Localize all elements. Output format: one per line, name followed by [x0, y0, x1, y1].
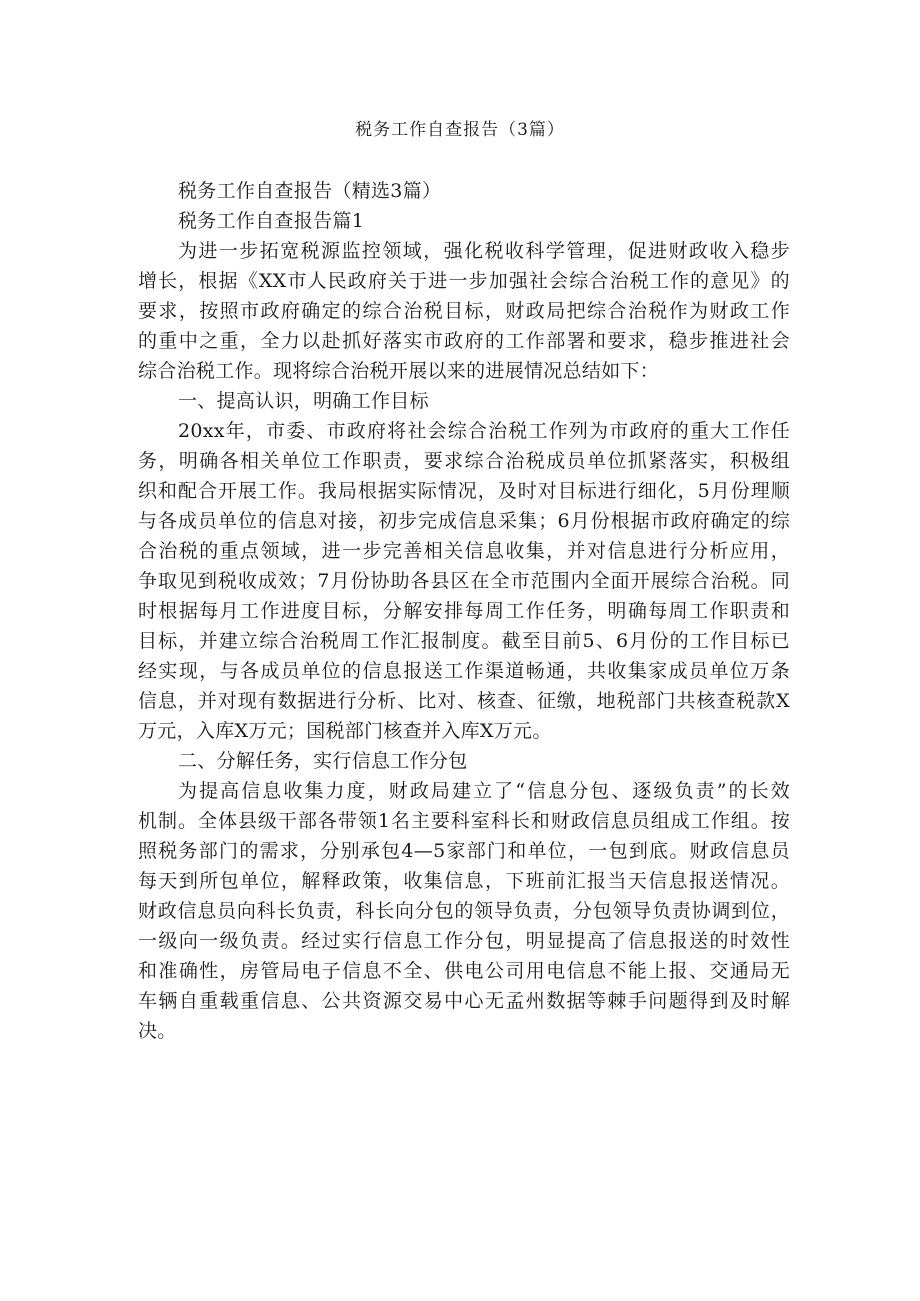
text-line: 为进一步拓宽税源监控领域，强化税收科学管理，促进财政收入稳步 — [178, 240, 790, 262]
text-line: 财政信息员向科长负责，科长向分包的领导负责，分包领导负责协调到位， — [138, 900, 790, 922]
document-title: 税务工作自查报告（3篇） — [355, 120, 565, 140]
text-line: 务，明确各相关单位工作职责，要求综合治税成员单位抓紧落实，积极组 — [138, 450, 790, 472]
text-line: 一、提高认识，明确工作目标 — [178, 390, 429, 412]
text-line: 二、分解任务，实行信息工作分包 — [178, 750, 468, 772]
text-line: 机制。全体县级干部各带领1名主要科室科长和财政信息员组成工作组。按 — [138, 810, 790, 832]
text-line: 每天到所包单位，解释政策，收集信息，下班前汇报当天信息报送情况。 — [138, 870, 790, 892]
text-line: 信息，并对现有数据进行分析、比对、核查、征缴，地税部门共核查税款X — [138, 690, 790, 712]
text-line: 决。 — [138, 1020, 177, 1042]
text-line: 税务工作自查报告篇1 — [178, 210, 365, 232]
text-line: 争取见到税收成效；7月份协助各县区在全市范围内全面开展综合治税。同 — [138, 570, 790, 592]
text-line: 20xx年，市委、市政府将社会综合治税工作列为市政府的重大工作任 — [178, 420, 790, 442]
text-line: 织和配合开展工作。我局根据实际情况，及时对目标进行细化，5月份理顺 — [138, 480, 790, 502]
text-line: 时根据每月工作进度目标，分解安排每周工作任务，明确每周工作职责和 — [138, 600, 790, 622]
text-line: 与各成员单位的信息对接，初步完成信息采集；6月份根据市政府确定的综 — [138, 510, 790, 532]
text-line: 的重中之重，全力以赴抓好落实市政府的工作部署和要求，稳步推进社会 — [138, 330, 790, 352]
text-line: 照税务部门的需求，分别承包4—5家部门和单位，一包到底。财政信息员 — [138, 840, 790, 862]
text-line: 目标，并建立综合治税周工作汇报制度。截至目前5、6月份的工作目标已 — [138, 630, 790, 652]
text-line: 经实现，与各成员单位的信息报送工作渠道畅通，共收集家成员单位万条 — [138, 660, 790, 682]
text-line: 车辆自重载重信息、公共资源交易中心无孟州数据等棘手问题得到及时解 — [138, 990, 790, 1012]
text-line: 万元，入库X万元；国税部门核查并入库X万元。 — [138, 720, 552, 742]
text-line: 和准确性，房管局电子信息不全、供电公司用电信息不能上报、交通局无 — [138, 960, 790, 982]
text-line: 一级向一级负责。经过实行信息工作分包，明显提高了信息报送的时效性 — [138, 930, 790, 952]
document-body — [138, 176, 790, 1046]
text-line: 为提高信息收集力度，财政局建立了“信息分包、逐级负责”的长效 — [178, 780, 790, 802]
text-line: 合治税的重点领域，进一步完善相关信息收集，并对信息进行分析应用， — [138, 540, 790, 562]
text-line: 综合治税工作。现将综合治税开展以来的进展情况总结如下： — [138, 360, 660, 382]
text-line: 增长，根据《XX市人民政府关于进一步加强社会综合治税工作的意见》的 — [138, 270, 790, 292]
text-line: 税务工作自查报告（精选3篇） — [178, 180, 442, 202]
text-line: 要求，按照市政府确定的综合治税目标，财政局把综合治税作为财政工作 — [138, 300, 790, 322]
